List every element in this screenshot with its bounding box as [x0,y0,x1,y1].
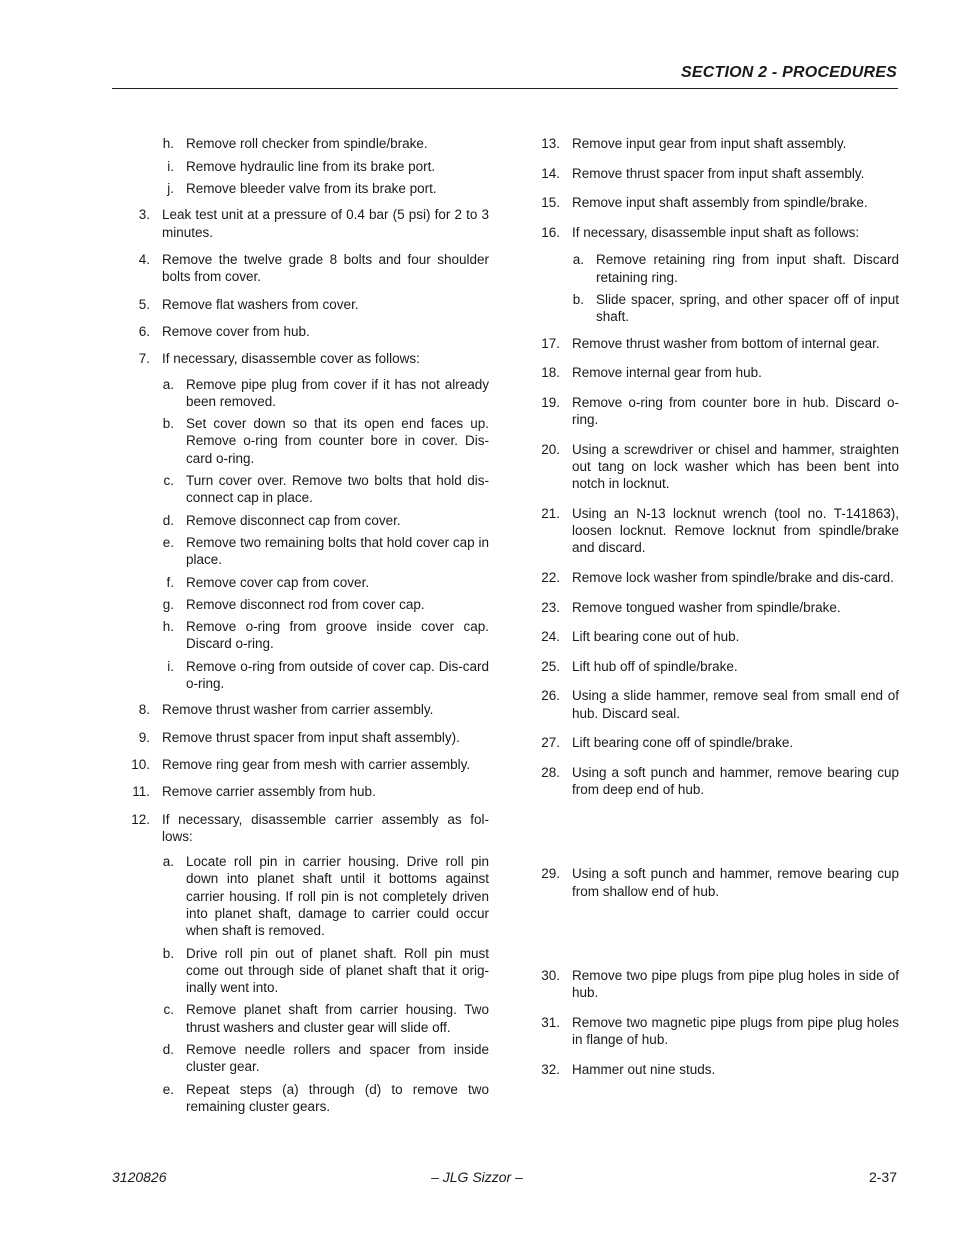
list-item: c. Turn cover over. Remove two bolts that hold dis-connect cap in place. [163,473,489,506]
list-item: e. Remove two remaining bolts that hold cover cap in place. [162,534,489,568]
footer-page-number: 2-37 [868,1169,897,1185]
list-item: e. Repeat steps (a) through (d) to remove two remaining cluster gears. [162,1081,489,1114]
step-25: 25. Lift hub off of spindle/brake. [541,658,738,674]
step-21: 21. Using an N-13 locknut wrench (tool no. T-141863), loosen locknut. Remove locknut from spindle/brake and discard. [541,505,899,556]
list-item: a. Locate roll pin in carrier housing. Drive roll pin down into planet shaft until it bottoms against carrier housing. If roll pin is not completely driven into planet shaft, damage to carrier could occur when shaft is removed. [162,854,489,939]
list-item: f. Remove cover cap from cover. [166,574,370,590]
right-column [535,135,899,1090]
step-26: 26. Using a slide hammer, remove seal from small end of hub. Discard seal. [541,688,899,721]
list-item: b. Set cover down so that its open end faces up. Remove o-ring from counter bore in cover. Dis-card o-ring. [162,416,489,466]
step-6: 6. Remove cover from hub. [138,323,310,339]
step-13: 13. Remove input gear from input shaft assembly. [541,136,847,151]
list-item: c. Remove planet shaft from carrier housing. Two thrust washers and cluster gear will slide off. [163,1002,489,1035]
list-item: j. Remove bleeder valve from its brake port. [167,181,437,197]
step-19: 19. Remove o-ring from counter bore in hub. Discard o-ring. [541,394,899,428]
step-24: 24. Lift bearing cone out of hub. [541,629,740,645]
list-item: a. Remove pipe plug from cover if it has not already been removed. [162,376,489,409]
step-7: 7. If necessary, disassemble cover as follows: [138,351,420,367]
section-title: SECTION 2 - PROCEDURES [681,64,897,81]
step-4: 4. Remove the twelve grade 8 bolts and four shoulder bolts from cover. [138,252,489,285]
step-9: 9. Remove thrust spacer from input shaft assembly). [138,729,460,745]
list-item: h. Remove o-ring from groove inside cover cap. Discard o-ring. [162,619,489,652]
step-22: 22. Remove lock washer from spindle/brake and dis-card. [541,570,894,586]
step-14: 14. Remove thrust spacer from input shaft assembly. [541,165,865,181]
list-item: i. Remove hydraulic line from its brake port. [167,158,436,174]
list-item: a. Remove retaining ring from input shaft. Discard retaining ring. [572,252,899,285]
step-16-sublist [535,251,899,325]
continued-sublist [125,135,489,197]
list-item: h. Remove roll checker from spindle/brake. [162,136,428,151]
step-23: 23. Remove tongued washer from spindle/brake. [541,599,841,615]
list-item: d. Remove needle rollers and spacer from inside cluster gear. [162,1042,489,1075]
footer-title: – JLG Sizzor – [431,1169,523,1185]
list-item: b. Slide spacer, spring, and other spacer off of input shaft. [572,291,899,325]
step-31: 31. Remove two magnetic pipe plugs from pipe plug holes in flange of hub. [541,1014,899,1048]
list-item: d. Remove disconnect cap from cover. [162,512,401,528]
list-item: b. Drive roll pin out of planet shaft. Roll pin must come out through side of planet shaft that it orig-inally went into. [162,945,489,996]
step-29: 29. Using a soft punch and hammer, remove bearing cup from shallow end of hub. [541,866,899,899]
step-5: 5. Remove flat washers from cover. [138,296,359,312]
header-divider [112,88,898,89]
list-item: g. Remove disconnect rod from cover cap. [162,596,425,612]
step-15: 15. Remove input shaft assembly from spindle/brake. [541,195,868,211]
step-12: 12. If necessary, disassemble carrier assembly as fol-lows: [131,811,489,844]
step-17: 17. Remove thrust washer from bottom of internal gear. [541,335,880,351]
step-3: 3. Leak test unit at a pressure of 0.4 bar (5 psi) for 2 to 3 minutes. [138,207,489,240]
step-11: 11. Remove carrier assembly from hub. [132,784,376,800]
footer-doc-number: 3120826 [112,1169,167,1185]
step-16: 16. If necessary, disassemble input shaft as follows: [541,224,860,240]
left-column [125,135,489,1124]
step-28: 28. Using a soft punch and hammer, remove bearing cup from deep end of hub. [541,764,899,798]
step-20: 20. Using a screwdriver or chisel and hammer, straighten out tang on lock washer which has been bent into notch in locknut. [541,441,899,492]
step-32: 32. Hammer out nine studs. [541,1061,716,1077]
step-18: 18. Remove internal gear from hub. [541,365,762,381]
step-10: 10. Remove ring gear from mesh with carrier assembly. [131,756,471,772]
step-27: 27. Lift bearing cone off of spindle/brake. [541,735,794,751]
step-30: 30. Remove two pipe plugs from pipe plug holes in side of hub. [541,968,899,1001]
list-item: i. Remove o-ring from outside of cover cap. Dis-card o-ring. [167,658,489,692]
step-12-sublist [125,853,489,1115]
step-8: 8. Remove thrust washer from carrier assembly. [138,702,434,718]
step-7-sublist [125,376,489,693]
